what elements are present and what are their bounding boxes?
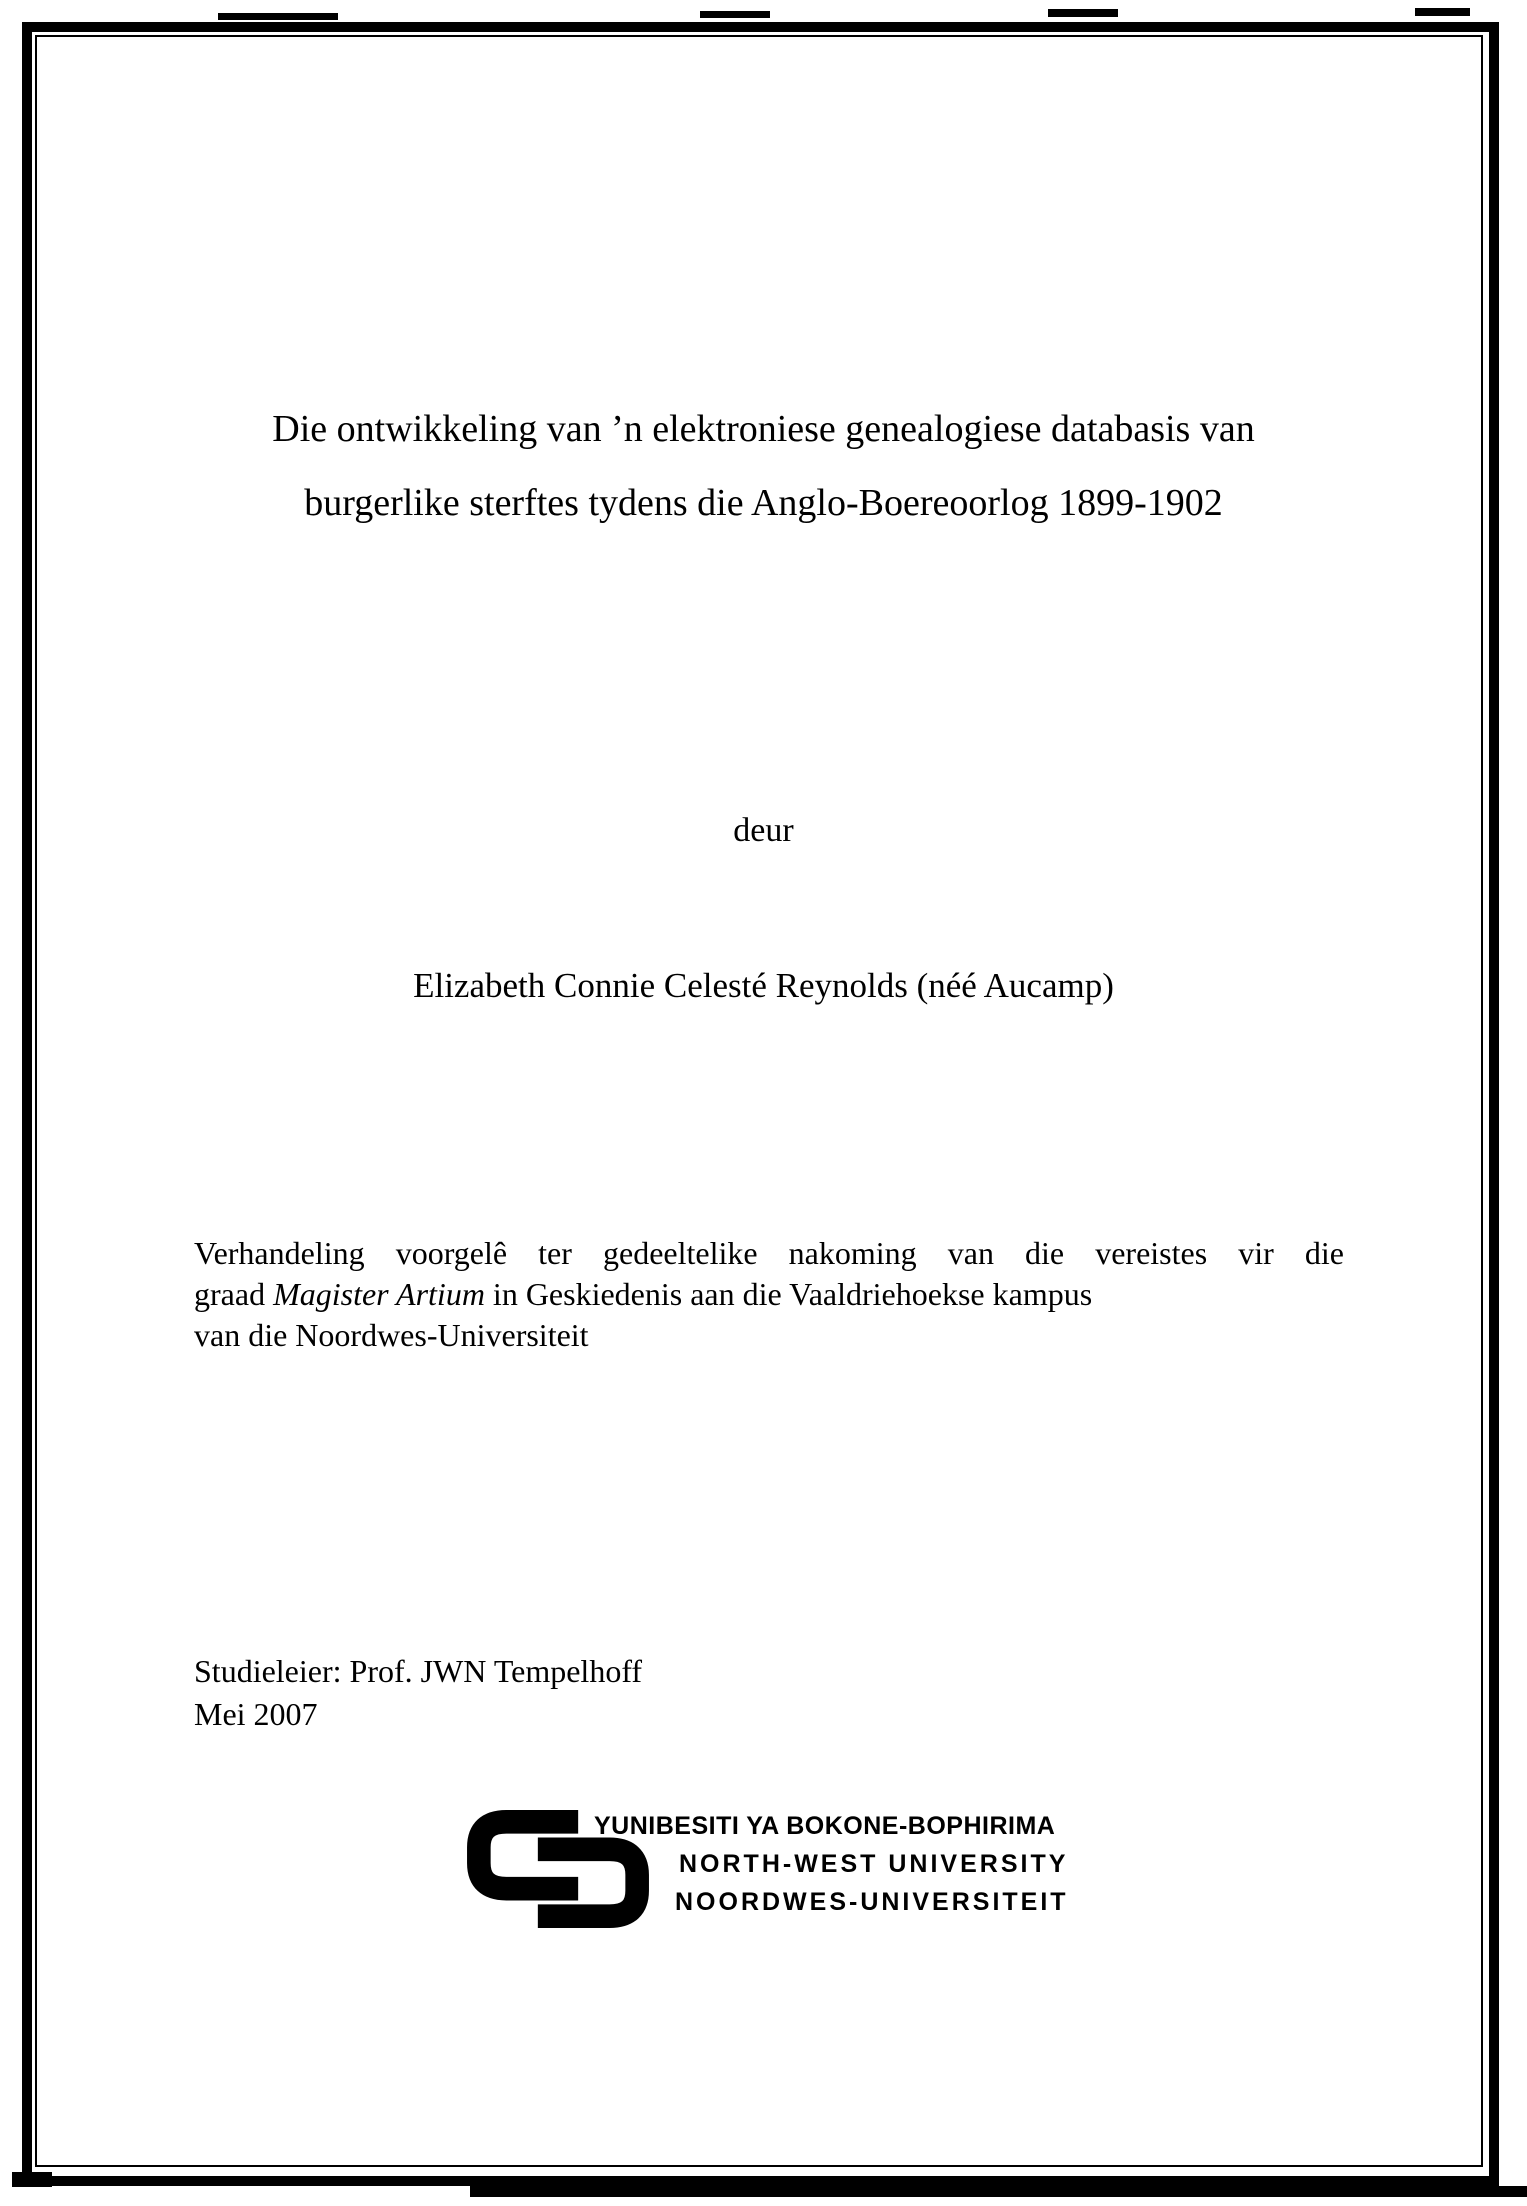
declaration-line3: van die Noordwes-Universiteit (194, 1317, 589, 1353)
scan-artifact (1415, 8, 1470, 16)
declaration-line2-suffix: in Geskiedenis aan die Vaaldriehoekse kampus (484, 1276, 1093, 1312)
logo-line-afrikaans: NOORDWES-UNIVERSITEIT (675, 1888, 1069, 1916)
logo-line-setswana: YUNIBESITI YA BOKONE-BOPHIRIMA (594, 1812, 1056, 1840)
declaration-paragraph (194, 1233, 1344, 1356)
scan-artifact (700, 11, 770, 18)
declaration-line1: Verhandeling voorgelê ter gedeeltelike nakoming van die vereistes vir die (194, 1235, 1344, 1271)
declaration-line2 (194, 1274, 1344, 1315)
thesis-title-line1: Die ontwikkeling van ’n elektroniese genealogiese databasis van (272, 408, 1255, 450)
supervisor-line: Studieleier: Prof. JWN Tempelhoff (194, 1653, 643, 1689)
thesis-title-line2: burgerlike sterftes tydens die Anglo-Boereoorlog 1899-1902 (304, 482, 1223, 524)
supervisor-block (194, 1650, 642, 1736)
author-name: Elizabeth Connie Celesté Reynolds (néé Aucamp) (413, 966, 1114, 1005)
scan-artifact (1048, 9, 1118, 17)
byline-label: deur (733, 812, 794, 849)
nwu-logo (467, 1806, 1127, 1946)
date-line: Mei 2007 (194, 1696, 318, 1732)
degree-name-italic: Magister Artium (273, 1276, 485, 1312)
scan-artifact (218, 13, 338, 20)
scan-artifact (470, 2186, 1527, 2197)
thesis-title (180, 392, 1347, 540)
declaration-line2-prefix: graad (194, 1276, 274, 1312)
logo-line-english: NORTH-WEST UNIVERSITY (679, 1850, 1069, 1878)
